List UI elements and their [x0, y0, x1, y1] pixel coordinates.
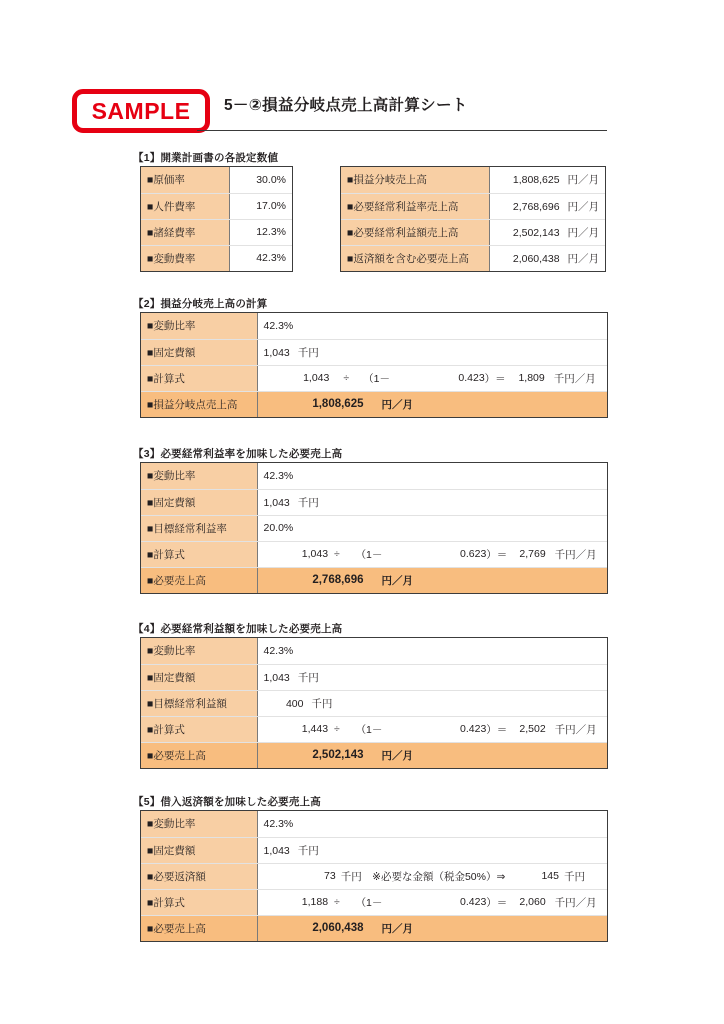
formula-fixed-cost: 1,043: [303, 372, 330, 384]
table-row: [141, 167, 292, 193]
table-row: [141, 463, 607, 489]
row-value: [489, 167, 605, 193]
row-value: [489, 219, 605, 245]
row-formula: [257, 889, 607, 915]
row-formula: [257, 716, 607, 742]
formula-fixed-cost: 1,043: [301, 548, 329, 560]
row-label: ■計算式: [141, 541, 257, 567]
row-value: 42.3%: [257, 811, 607, 837]
row-amount: 1,043: [263, 346, 290, 359]
table-row: [141, 690, 607, 716]
result-amount: 2,060,438: [312, 922, 364, 935]
row-value: 30.0%: [229, 167, 292, 193]
page-title: 5－②損益分岐点売上高計算シート: [224, 97, 468, 114]
section-4-heading: 【4】必要経常利益額を加味した必要売上高: [133, 623, 343, 635]
formula-ratio: 0.423: [460, 723, 487, 735]
row-value: [257, 837, 607, 863]
formula-result: 2,769: [519, 548, 546, 560]
row-value: 17.0%: [229, 193, 292, 219]
row-label: ■変動費率: [141, 245, 229, 271]
formula-equals: ）＝: [486, 896, 508, 909]
table-row: [141, 313, 607, 339]
formula-equals: ）＝: [484, 372, 506, 385]
sample-stamp: [72, 89, 210, 133]
row-label: ■固定費額: [141, 339, 257, 365]
row-amount: 2,060,438: [512, 252, 560, 265]
row-unit: 千円: [297, 346, 319, 359]
row-label: ■返済額を含む必要売上高: [341, 245, 489, 271]
section-1-left-table: [140, 166, 293, 272]
table-row: [341, 245, 605, 271]
row-value: 42.3%: [229, 245, 292, 271]
row-amount: 400: [285, 697, 304, 710]
table-row: [141, 541, 607, 567]
result-unit: 円／月: [381, 922, 413, 935]
row-unit: 円／月: [567, 226, 599, 239]
row-label: ■必要売上高: [141, 915, 257, 941]
row-unit: 千円: [297, 671, 319, 684]
row-amount: 1,808,625: [512, 174, 560, 187]
row-value: [257, 664, 607, 690]
formula-result-unit: 千円／月: [554, 548, 597, 561]
row-label: ■固定費額: [141, 837, 257, 863]
row-result: [257, 567, 607, 593]
result-unit: 円／月: [381, 749, 413, 762]
section-2-heading: 【2】損益分岐売上高の計算: [133, 298, 268, 310]
row-label: ■変動比率: [141, 811, 257, 837]
row-value: [489, 193, 605, 219]
formula-result: 1,809: [518, 372, 545, 384]
row-unit: 円／月: [567, 200, 599, 213]
formula-result-unit: 千円／月: [554, 723, 597, 736]
sample-stamp-label: SAMPLE: [91, 97, 191, 124]
section-5-heading: 【5】借入返済額を加味した必要売上高: [133, 796, 321, 808]
repayment-net-unit: 千円: [563, 870, 585, 883]
row-unit: 円／月: [567, 252, 599, 265]
row-formula: [257, 541, 607, 567]
formula-result-unit: 千円／月: [554, 896, 597, 909]
row-value: [489, 245, 605, 271]
table-row-result: [141, 391, 607, 417]
section-3-heading: 【3】必要経常利益率を加味した必要売上高: [133, 448, 343, 460]
table-row: [141, 837, 607, 863]
row-amount: 2,768,696: [512, 200, 560, 213]
formula-fixed-cost: 1,443: [301, 723, 329, 735]
row-label: ■計算式: [141, 716, 257, 742]
formula-fixed-cost: 1,188: [301, 896, 329, 908]
row-repayment: [257, 863, 607, 889]
table-row: [141, 515, 607, 541]
row-unit: 千円: [297, 844, 319, 857]
row-unit: 円／月: [567, 174, 599, 187]
repayment-note: ※必要な金額（税金50%）⇒: [372, 870, 506, 883]
section-3-table: [140, 462, 608, 594]
table-row: [141, 219, 292, 245]
row-label: ■計算式: [141, 365, 257, 391]
section-5-table: [140, 810, 608, 942]
section-2-table: [140, 312, 608, 418]
formula-ratio: 0.423: [458, 372, 485, 384]
row-label: ■変動比率: [141, 463, 257, 489]
row-result: [257, 742, 607, 768]
row-value: 20.0%: [257, 515, 607, 541]
row-amount: 1,043: [263, 496, 290, 509]
table-row: [341, 219, 605, 245]
row-label: ■必要売上高: [141, 567, 257, 593]
table-row: [141, 339, 607, 365]
row-label: ■必要経常利益率売上高: [341, 193, 489, 219]
table-row: [141, 638, 607, 664]
table-row: [141, 489, 607, 515]
result-unit: 円／月: [381, 574, 413, 587]
result-amount: 2,768,696: [312, 574, 364, 587]
row-value: [257, 339, 607, 365]
section-4-table: [140, 637, 608, 769]
table-row: [141, 863, 607, 889]
formula-result-unit: 千円／月: [553, 372, 596, 385]
row-label: ■目標経常利益率: [141, 515, 257, 541]
row-label: ■固定費額: [141, 664, 257, 690]
table-row: [141, 811, 607, 837]
repayment-net-amount: 145: [541, 870, 559, 882]
row-value: 42.3%: [257, 463, 607, 489]
row-label: ■諸経費率: [141, 219, 229, 245]
row-unit: 千円: [311, 697, 333, 710]
row-value: 12.3%: [229, 219, 292, 245]
formula-open-paren: （1－: [355, 723, 383, 736]
table-row: [341, 193, 605, 219]
table-row: [141, 664, 607, 690]
formula-open-paren: （1－: [363, 372, 390, 385]
table-row: [141, 365, 607, 391]
row-label: ■損益分岐売上高: [341, 167, 489, 193]
table-row: [341, 167, 605, 193]
formula-open-paren: （1－: [355, 896, 383, 909]
row-label: ■必要返済額: [141, 863, 257, 889]
formula-operator: ÷: [334, 548, 340, 560]
table-row: [141, 889, 607, 915]
row-label: ■必要経常利益額売上高: [341, 219, 489, 245]
table-row-result: [141, 742, 607, 768]
row-result: [257, 391, 607, 417]
row-label: ■目標経常利益額: [141, 690, 257, 716]
repayment-unit: 千円: [340, 870, 362, 883]
formula-result: 2,060: [519, 896, 546, 908]
row-result: [257, 915, 607, 941]
formula-result: 2,502: [519, 723, 546, 735]
result-amount: 2,502,143: [312, 749, 364, 762]
row-value: 42.3%: [257, 313, 607, 339]
row-label: ■計算式: [141, 889, 257, 915]
row-label: ■変動比率: [141, 313, 257, 339]
section-1-right-table: [340, 166, 606, 272]
formula-operator: ÷: [334, 896, 340, 908]
row-unit: 千円: [297, 496, 319, 509]
row-label: ■固定費額: [141, 489, 257, 515]
result-amount: 1,808,625: [312, 398, 364, 411]
formula-open-paren: （1－: [355, 548, 383, 561]
title-divider: [197, 130, 607, 131]
row-amount: 1,043: [263, 844, 290, 857]
row-amount: 1,043: [263, 671, 290, 684]
row-formula: [257, 365, 607, 391]
row-amount: 2,502,143: [512, 226, 560, 239]
row-label: ■人件費率: [141, 193, 229, 219]
row-label: ■原価率: [141, 167, 229, 193]
row-value: [257, 690, 607, 716]
formula-operator: ÷: [334, 723, 340, 735]
formula-equals: ）＝: [486, 723, 508, 736]
table-row: [141, 716, 607, 742]
formula-ratio: 0.423: [460, 896, 487, 908]
table-row: [141, 245, 292, 271]
row-value: [257, 489, 607, 515]
result-unit: 円／月: [381, 398, 413, 411]
row-label: ■変動比率: [141, 638, 257, 664]
section-1-heading: 【1】開業計画書の各設定数値: [133, 152, 279, 164]
table-row-result: [141, 567, 607, 593]
formula-equals: ）＝: [486, 548, 508, 561]
table-row-result: [141, 915, 607, 941]
formula-operator: ÷: [343, 372, 350, 384]
row-label: ■損益分岐点売上高: [141, 391, 257, 417]
row-value: 42.3%: [257, 638, 607, 664]
formula-ratio: 0.623: [460, 548, 487, 560]
table-row: [141, 193, 292, 219]
repayment-amount: 73: [324, 870, 336, 882]
row-label: ■必要売上高: [141, 742, 257, 768]
